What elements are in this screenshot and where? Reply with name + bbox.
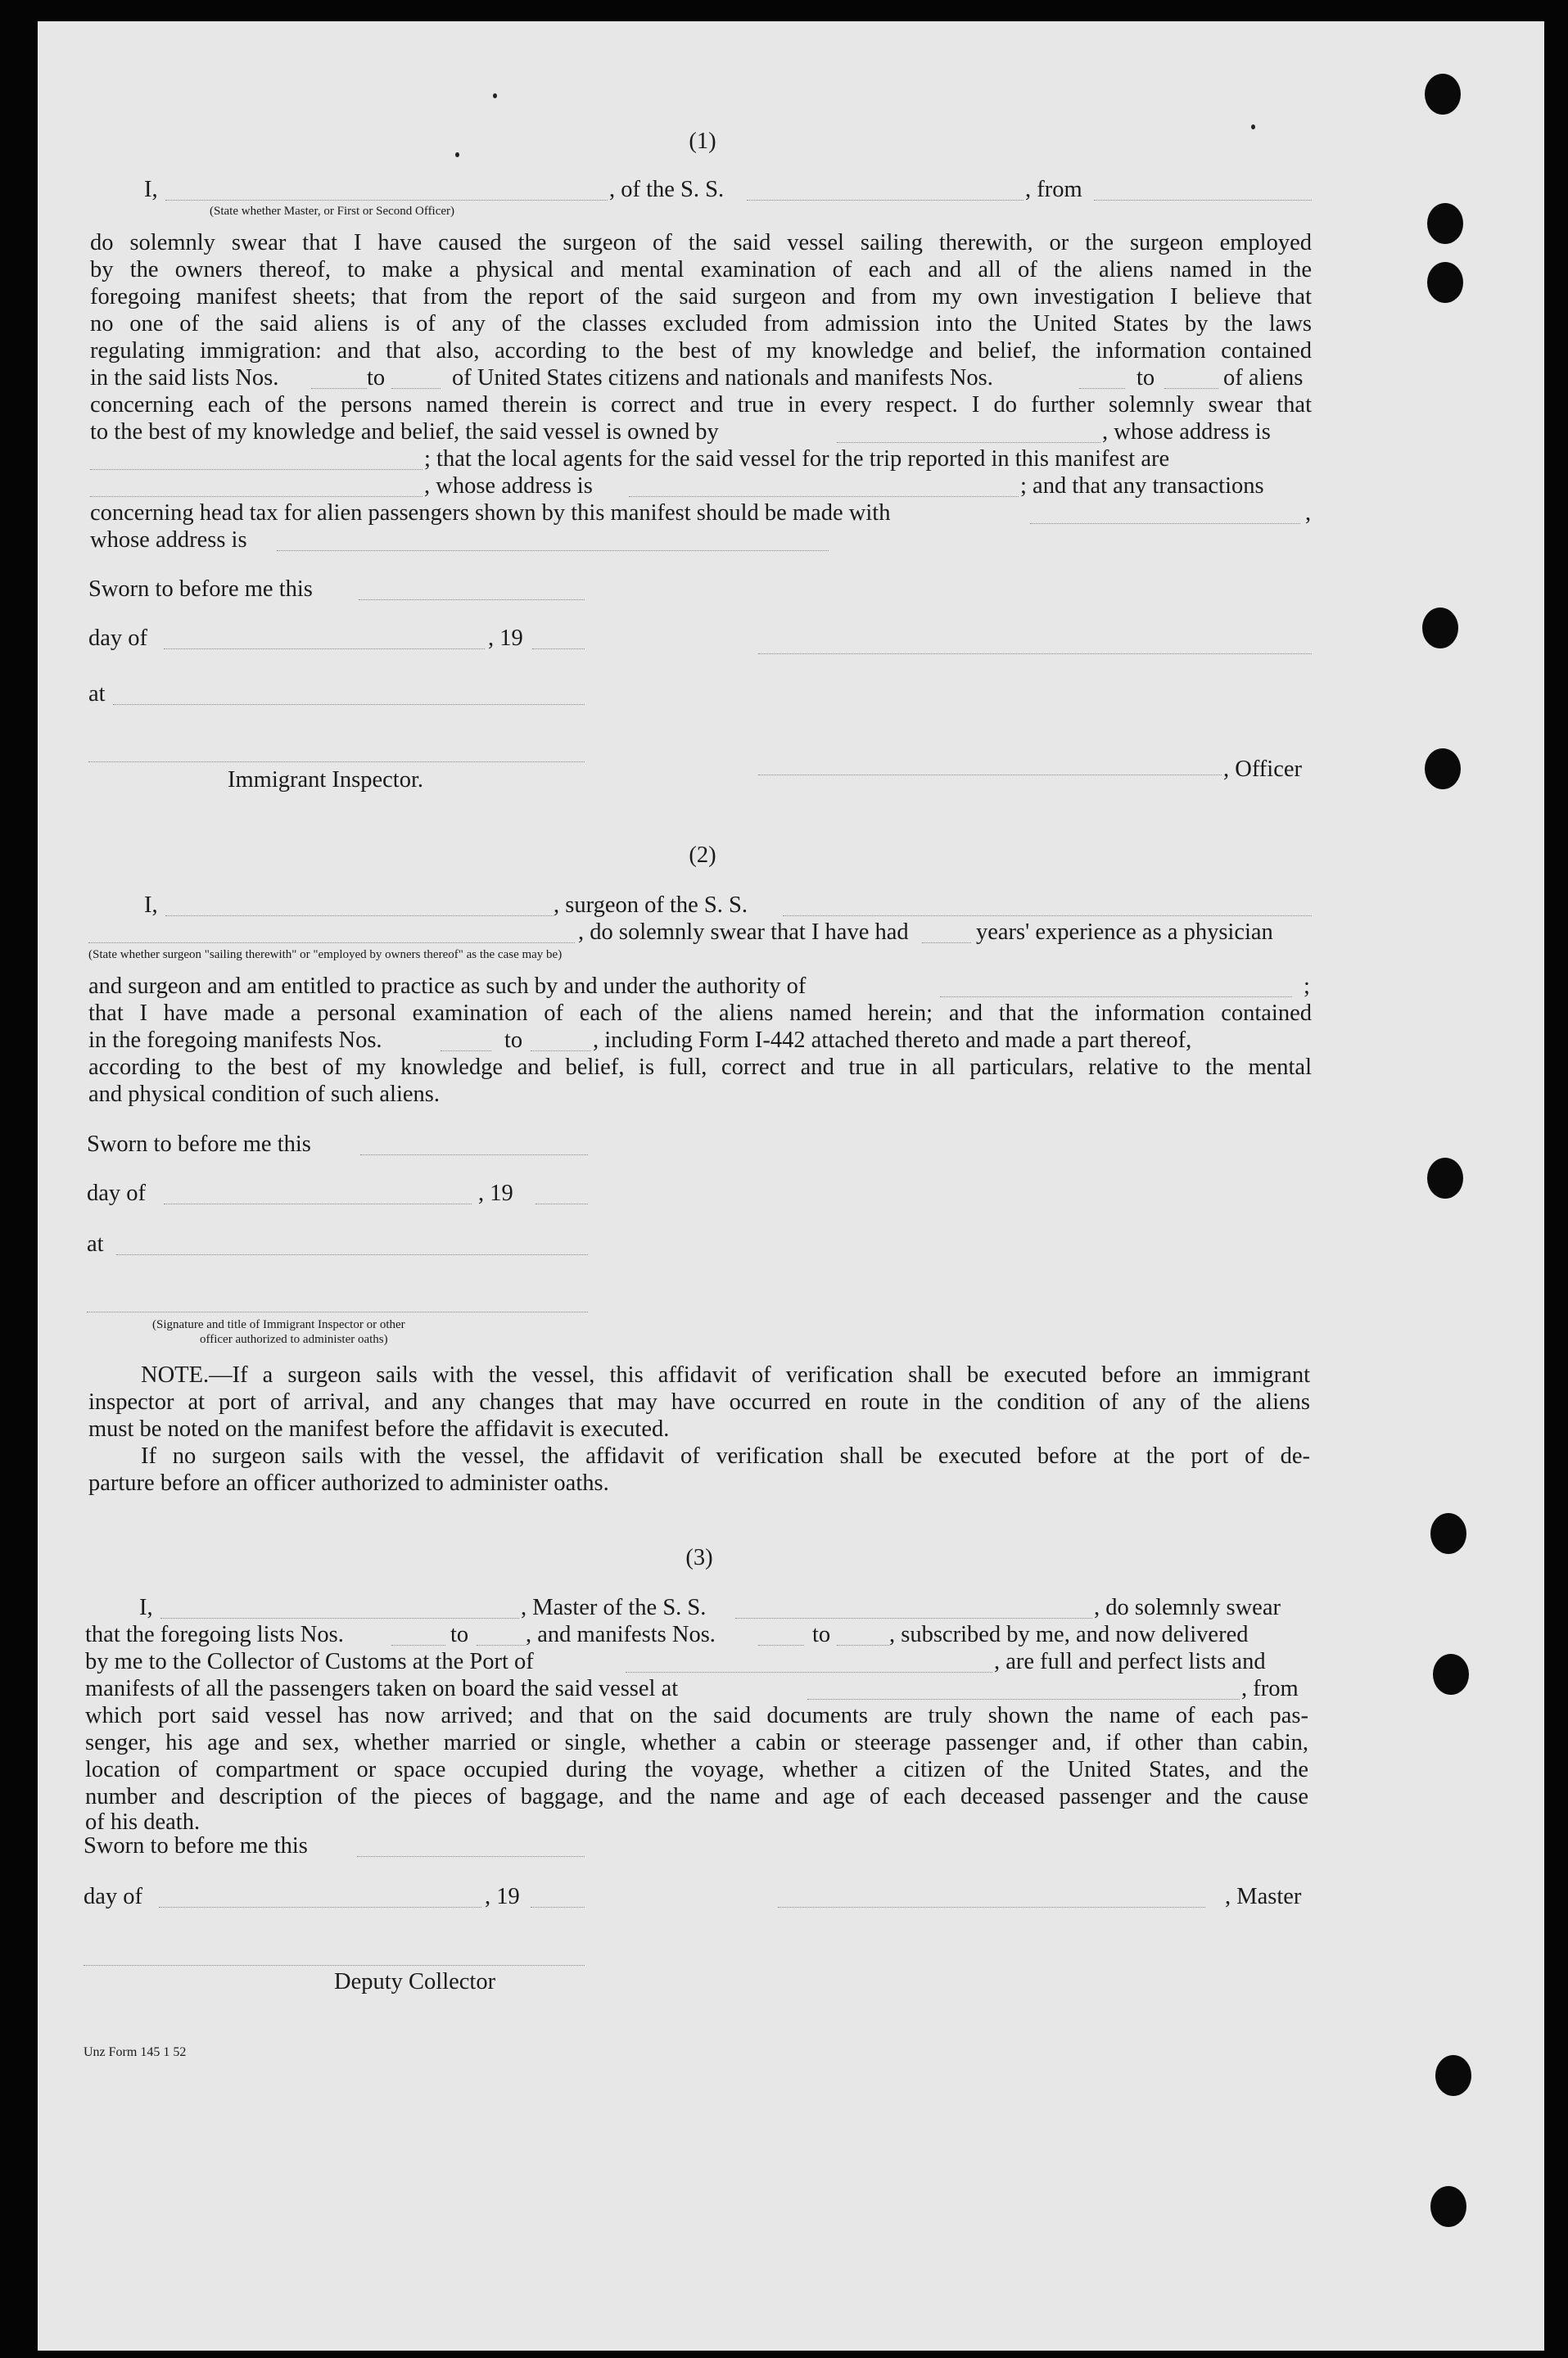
fill-line (532, 648, 585, 649)
fill-line (277, 550, 829, 551)
signature-line (758, 653, 1312, 654)
text: day of (88, 626, 148, 651)
paragraph-line: by the owners thereof, to make a physical and mental examination of each and all of the aliens named in the (90, 257, 1312, 282)
binder-hole (1430, 1513, 1466, 1554)
fill-line (1079, 388, 1125, 389)
section-number: (3) (685, 1545, 713, 1570)
text: Sworn to before me this (84, 1833, 308, 1859)
text: manifests of all the passengers taken on board the said vessel at (85, 1676, 679, 1701)
text: to (1136, 365, 1155, 391)
paragraph-line: regulating immigration: and that also, according to the best of my knowledge and belief, the information contained (90, 338, 1312, 364)
paragraph-line: according to the best of my knowledge and belief, is full, correct and true in all particulars, relative to the mental (88, 1055, 1312, 1080)
text: of his death. (85, 1809, 201, 1835)
fill-line (629, 496, 1019, 497)
fill-line (735, 1618, 1092, 1619)
fill-line (477, 1645, 526, 1646)
fill-line (807, 1699, 1240, 1700)
signature-line (88, 761, 585, 762)
fill-line (360, 1154, 588, 1155)
fill-line (90, 496, 423, 497)
binder-hole (1435, 2055, 1471, 2096)
fill-line (626, 1672, 992, 1673)
note-line: inspector at port of arrival, and any changes that may have occurred en route in the condition of any of the aliens (88, 1389, 1310, 1415)
signature-line (84, 1965, 585, 1966)
text: to (504, 1028, 523, 1053)
binder-hole (1422, 608, 1458, 648)
fill-line (160, 1618, 519, 1619)
text: of United States citizens and nationals and manifests Nos. (452, 365, 993, 391)
fill-line (164, 648, 485, 649)
note-line: NOTE.—If a surgeon sails with the vessel, this affidavit of verification shall be executed before an immigrant (141, 1362, 1310, 1388)
fill-line (116, 1254, 588, 1255)
text: , whose address is (424, 473, 593, 499)
text: , 19 (485, 1884, 520, 1909)
text: of aliens (1223, 365, 1304, 391)
fill-line (747, 200, 1023, 201)
text: Deputy Collector (334, 1969, 496, 1994)
fill-line (441, 1050, 491, 1051)
text: at (88, 681, 106, 707)
fill-line (758, 1645, 804, 1646)
text: , do solemnly swear (1094, 1595, 1281, 1620)
fill-line (1164, 388, 1218, 389)
text: , surgeon of the S. S. (554, 892, 748, 918)
text: years' experience as a physician (976, 919, 1273, 945)
binder-hole (1430, 2186, 1466, 2227)
text: at (87, 1231, 104, 1257)
text: whose address is (90, 527, 247, 553)
text: to (367, 365, 386, 391)
paragraph-line: location of compartment or space occupied during the voyage, whether a citizen of the United States, and the (85, 1757, 1308, 1782)
text: Sworn to before me this (88, 576, 313, 602)
paragraph-line: number and description of the pieces of baggage, and the name and age of each deceased passenger and the cause (85, 1784, 1308, 1809)
note-line: If no surgeon sails with the vessel, the affidavit of verification shall be executed before at the port of de- (141, 1443, 1310, 1469)
text: Sworn to before me this (87, 1132, 311, 1157)
paragraph-line: that I have made a personal examination of each of the aliens named herein; and that the information contained (88, 1001, 1312, 1026)
section-number: (1) (689, 129, 716, 154)
speck (493, 93, 497, 98)
fill-line (159, 1907, 481, 1908)
signature-line (778, 1907, 1205, 1908)
fill-line (531, 1050, 591, 1051)
text: I, (144, 892, 158, 918)
binder-hole (1425, 748, 1461, 789)
binder-hole (1427, 203, 1463, 244)
text: , 19 (478, 1181, 513, 1206)
speck (455, 152, 459, 157)
note-line: must be noted on the manifest before the affidavit is executed. (88, 1416, 670, 1442)
binder-hole (1433, 1654, 1469, 1695)
paragraph-line: do solemnly swear that I have caused the surgeon of the said vessel sailing therewith, or the surgeon employed (90, 230, 1312, 255)
text: , of the S. S. (609, 177, 725, 202)
fill-line (837, 1645, 889, 1646)
text: by me to the Collector of Customs at the Port of (85, 1649, 534, 1674)
fill-line (1030, 523, 1300, 524)
text: , and manifests Nos. (526, 1622, 716, 1647)
text: , from (1241, 1676, 1299, 1701)
paragraph-line: foregoing manifest sheets; that from the report of the said surgeon and from my own investigation I believe that (90, 284, 1312, 309)
officer-note: (State whether Master, or First or Second Officer) (210, 205, 455, 218)
fill-line (359, 599, 585, 600)
text: , Master of the S. S. (521, 1595, 707, 1620)
text: , do solemnly swear that I have had (578, 919, 909, 945)
text: that the foregoing lists Nos. (85, 1622, 344, 1647)
paragraph-line: senger, his age and sex, whether married or single, whether a cabin or steerage passenger and, if other than cabin, (85, 1730, 1308, 1755)
fill-line (357, 1856, 585, 1857)
text: , (1305, 500, 1312, 526)
text: , whose address is (1102, 419, 1271, 445)
text: to (812, 1622, 831, 1647)
text: I, (144, 177, 158, 202)
fill-line (837, 442, 1100, 443)
text: in the foregoing manifests Nos. (88, 1028, 382, 1053)
binder-hole (1427, 1158, 1463, 1199)
text: , Officer (1223, 757, 1303, 782)
fill-line (165, 200, 608, 201)
text: to the best of my knowledge and belief, the said vessel is owned by (90, 419, 719, 445)
paragraph-line: concerning each of the persons named therein is correct and true in every respect. I do further solemnly swear that (90, 392, 1312, 418)
text: I, (139, 1595, 153, 1620)
paragraph-line: no one of the said aliens is of any of the classes excluded from admission into the United States by the laws (90, 311, 1312, 337)
text: in the said lists Nos. (90, 365, 279, 391)
text: to (450, 1622, 469, 1647)
text: ; (1304, 973, 1310, 999)
fill-line (165, 915, 554, 916)
text: , subscribed by me, and now delivered (889, 1622, 1249, 1647)
section-number: (2) (689, 842, 716, 868)
text: and physical condition of such aliens. (88, 1082, 440, 1107)
speck (1251, 124, 1255, 129)
fill-line (531, 1907, 585, 1908)
text: ; and that any transactions (1020, 473, 1264, 499)
text: , are full and perfect lists and (994, 1649, 1266, 1674)
text: , Master (1225, 1884, 1302, 1909)
fill-line (311, 388, 367, 389)
fill-line (391, 1645, 445, 1646)
text: and surgeon and am entitled to practice as such by and under the authority of (88, 973, 807, 999)
fill-line (90, 469, 423, 470)
form-number: Unz Form 145 1 52 (84, 2045, 187, 2059)
surgeon-note: (State whether surgeon "sailing therewith" or "employed by owners thereof" as the case may be) (88, 948, 563, 961)
text: concerning head tax for alien passengers shown by this manifest should be made with (90, 500, 891, 526)
note-line: parture before an officer authorized to administer oaths. (88, 1470, 609, 1496)
text: , 19 (488, 626, 523, 651)
text: ; that the local agents for the said vessel for the trip reported in this manifest are (424, 446, 1170, 472)
text: day of (84, 1884, 143, 1909)
fill-line (88, 942, 575, 943)
binder-hole (1427, 262, 1463, 303)
fill-line (113, 704, 585, 705)
fill-line (940, 996, 1292, 997)
text: day of (87, 1181, 147, 1206)
paragraph-line: which port said vessel has now arrived; and that on the said documents are truly shown the name of each pas- (85, 1703, 1308, 1728)
signature-note: (Signature and title of Immigrant Inspector or other (152, 1318, 405, 1331)
binder-hole (1425, 74, 1461, 115)
fill-line (922, 942, 971, 943)
text: , from (1025, 177, 1082, 202)
text: , including Form I-442 attached thereto and made a part thereof, (593, 1028, 1192, 1053)
fill-line (1094, 200, 1312, 201)
fill-line (783, 915, 1312, 916)
text: Immigrant Inspector. (228, 767, 424, 793)
fill-line (391, 388, 441, 389)
signature-note: officer authorized to administer oaths) (200, 1333, 388, 1346)
